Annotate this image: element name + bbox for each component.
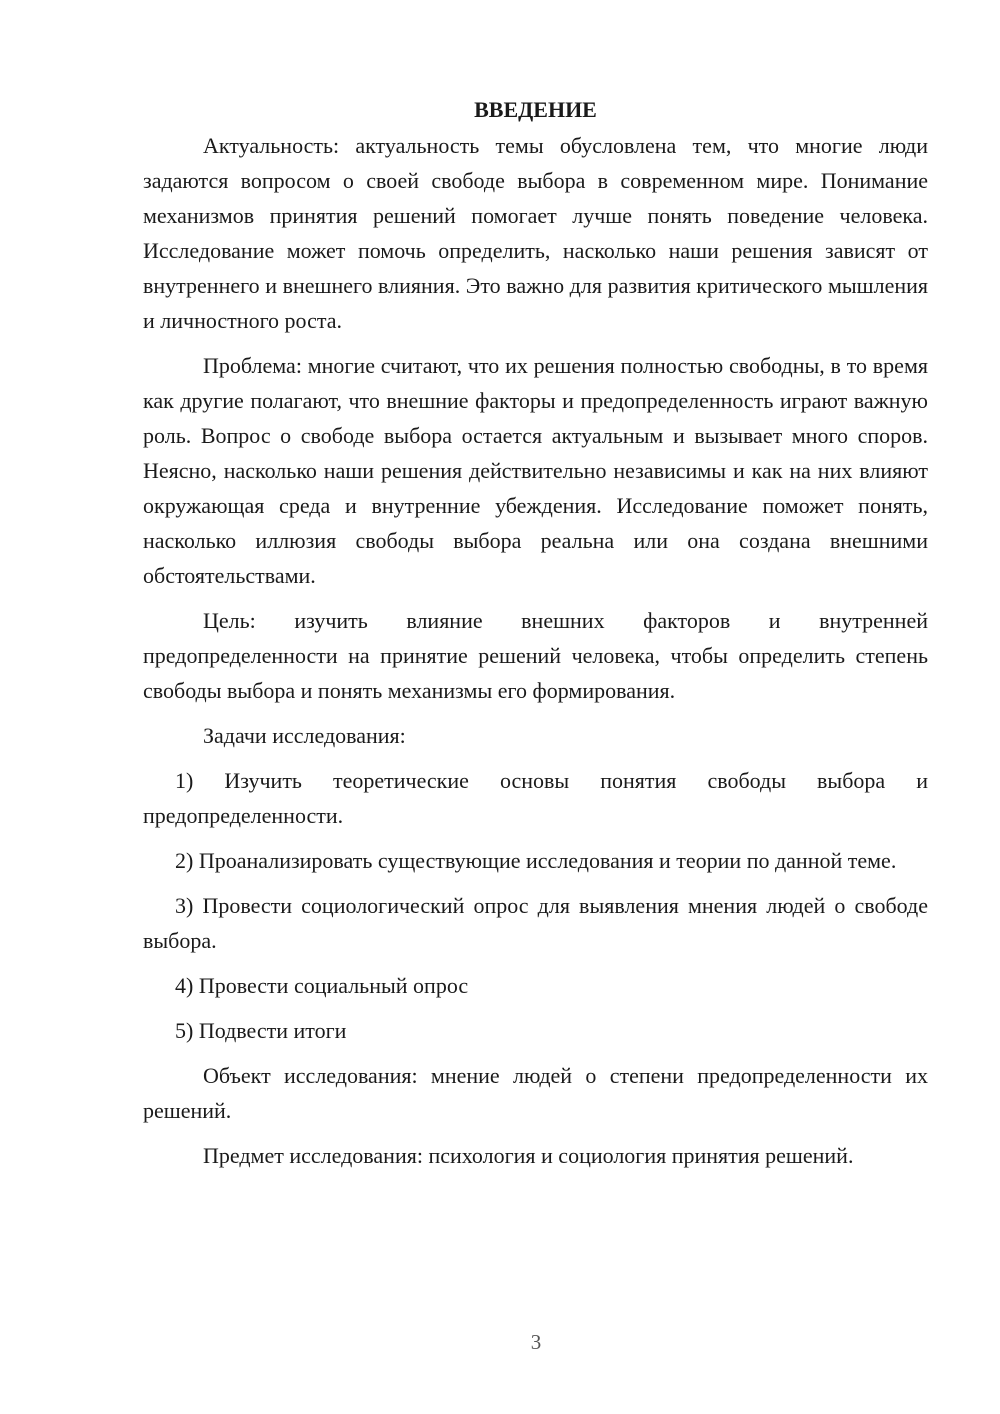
- problem-paragraph: Проблема: многие считают, что их решения полностью свободны, в то время как другие полагают, что внешние факторы и предопределенность играют важную роль. Вопрос о свободе выбора остается актуальным и вызывает много споров. Неясно, насколько наши решения действительно независимы и как на них влияют окружающая среда и внутренние убеждения. Исследование поможет понять, насколько иллюзия свободы выбора реальна или она создана внешними обстоятельствами.: [143, 353, 928, 588]
- task-item: 4) Провести социальный опрос: [175, 973, 469, 998]
- subject-paragraph: Предмет исследования: психология и социология принятия решений.: [203, 1143, 854, 1168]
- goal-paragraph: Цель: изучить влияние внешних факторов и внутренней предопределенности на принятие решений человека, чтобы определить степень свободы выбора и понять механизмы его формирования.: [143, 608, 928, 703]
- task-item: 3) Провести социологический опрос для выявления мнения людей о свободе выбора.: [143, 893, 928, 953]
- relevance-paragraph: Актуальность: актуальность темы обусловлена тем, что многие люди задаются вопросом о своей свободе выбора в современном мире. Понимание механизмов принятия решений помогает лучше понять поведение человека. Исследование может помочь определить, насколько наши решения зависят от внутреннего и внешнего влияния. Это важно для развития критического мышления и личностного роста.: [143, 133, 928, 333]
- document-page: [143, 92, 928, 1183]
- tasks-heading: Задачи исследования:: [203, 723, 406, 748]
- task-item: 2) Проанализировать существующие исследования и теории по данной теме.: [175, 848, 897, 873]
- page-number: 3: [530, 1330, 542, 1354]
- task-item: 5) Подвести итоги: [175, 1018, 347, 1043]
- task-item: 1) Изучить теоретические основы понятия свободы выбора и предопределенности.: [143, 768, 928, 828]
- page-title: ВВЕДЕНИЕ: [474, 97, 597, 122]
- object-paragraph: Объект исследования: мнение людей о степени предопределенности их решений.: [143, 1063, 928, 1123]
